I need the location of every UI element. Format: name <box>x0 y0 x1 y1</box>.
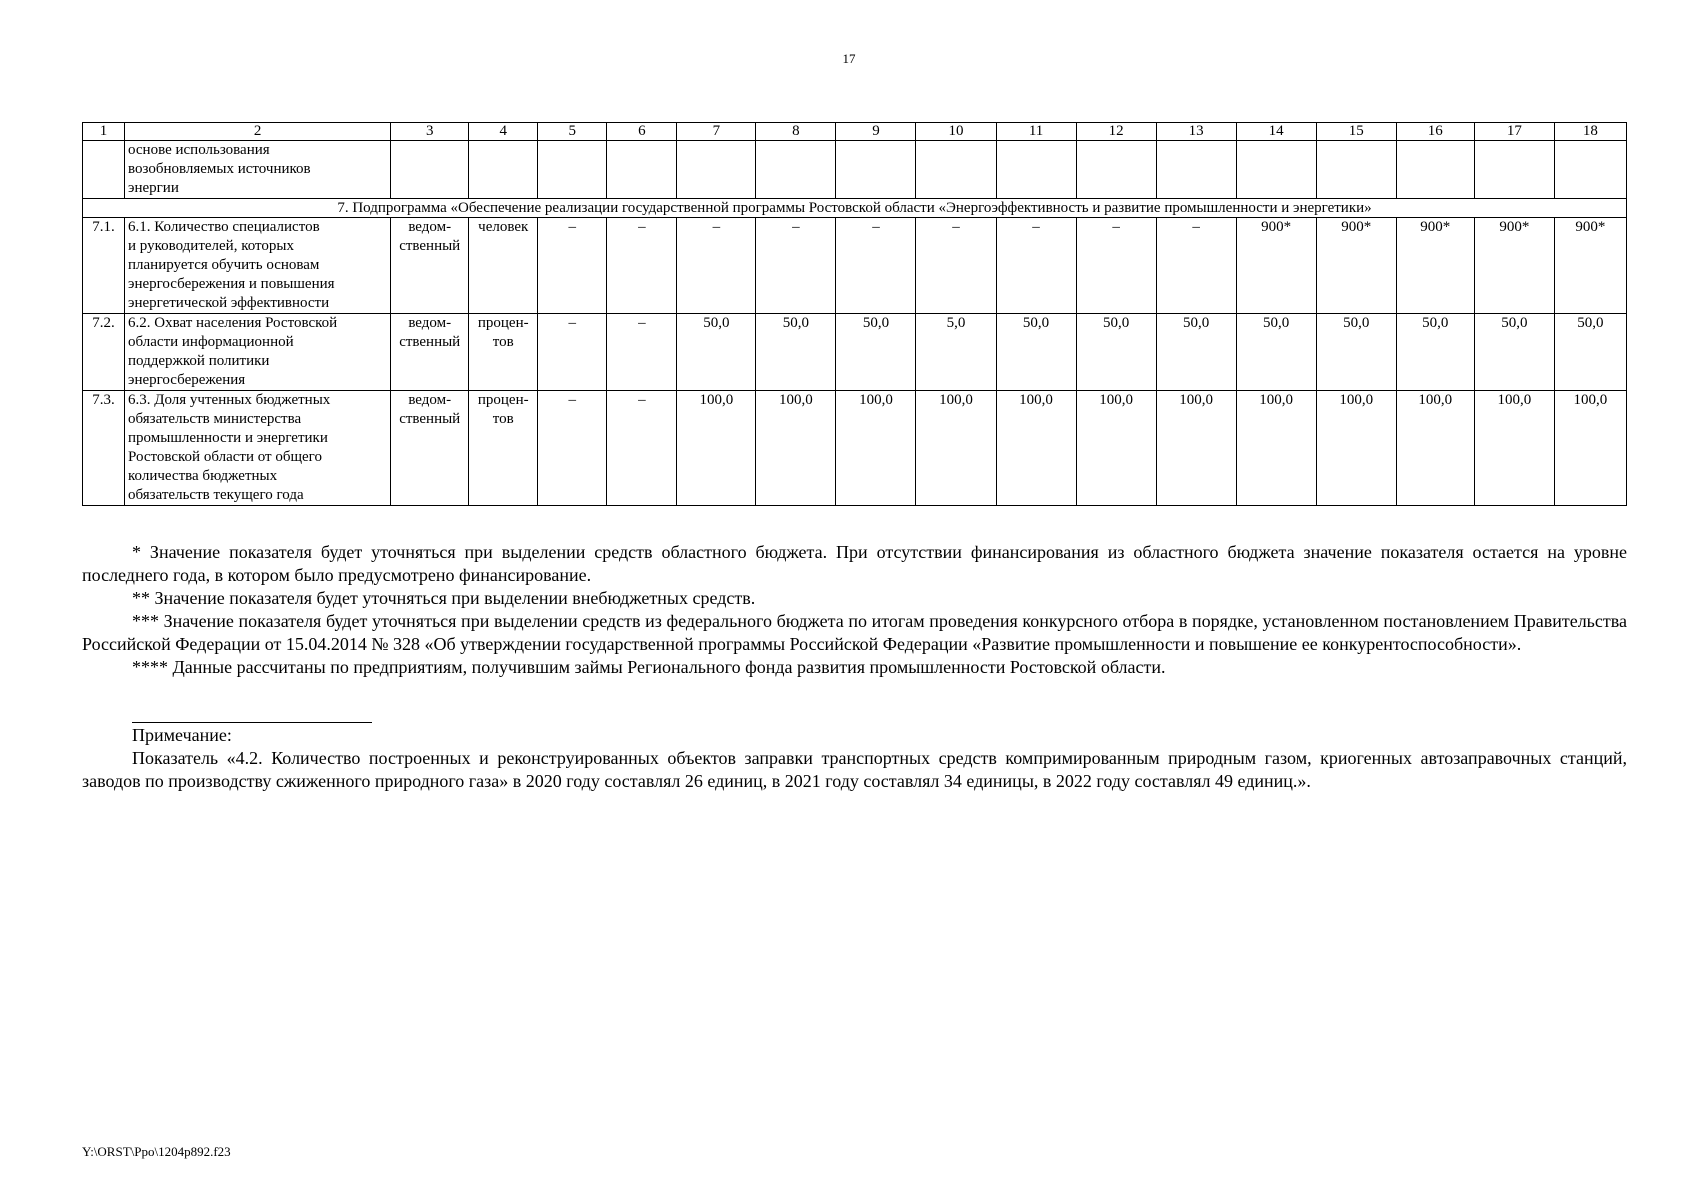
unit-line: человек <box>478 219 529 235</box>
value-cell <box>1554 141 1626 199</box>
page-number: 17 <box>842 51 856 66</box>
note-heading: Примечание: <box>132 725 232 745</box>
value-cell: 50,0 <box>836 314 916 391</box>
value-cell: 900* <box>1554 218 1626 314</box>
footnote-4: **** Данные рассчитаны по предприятиям, получившим займы Регионального фонда развития промышленности Ростовской области. <box>132 657 1166 677</box>
value-cell: – <box>916 218 996 314</box>
indicator-name-line: 6.2. Охват населения Ростовской <box>128 315 338 331</box>
indicator-type-line: ственный <box>399 334 461 350</box>
indicator-name-line: поддержкой политики <box>128 353 270 369</box>
footnotes <box>82 541 1627 679</box>
row-number <box>83 141 125 199</box>
value-cell: 50,0 <box>1076 314 1156 391</box>
unit <box>469 218 538 314</box>
column-number: 3 <box>391 123 469 141</box>
value-cell: – <box>677 218 756 314</box>
unit <box>469 391 538 506</box>
column-number: 12 <box>1076 123 1156 141</box>
indicator-name-line: промышленности и энергетики <box>128 430 328 446</box>
column-number: 9 <box>836 123 916 141</box>
column-number: 18 <box>1554 123 1626 141</box>
value-cell <box>1396 141 1474 199</box>
indicator-name-line: Ростовской области от общего <box>128 449 322 465</box>
value-cell <box>836 141 916 199</box>
section-title: 7. Подпрограмма «Обеспечение реализации государственной программы Ростовской области «Энергоэффективность и развитие промышленности и энергетики» <box>83 199 1627 218</box>
value-cell: 100,0 <box>1076 391 1156 506</box>
value-cell: – <box>538 218 607 314</box>
value-cell: 5,0 <box>916 314 996 391</box>
note-block <box>82 724 1627 793</box>
value-cell: 900* <box>1474 218 1554 314</box>
header-row <box>83 123 1627 141</box>
value-cell <box>677 141 756 199</box>
value-cell <box>756 141 836 199</box>
value-cell <box>538 141 607 199</box>
value-cell <box>1474 141 1554 199</box>
column-number: 2 <box>125 123 391 141</box>
indicator-name <box>125 141 391 199</box>
value-cell: 100,0 <box>1316 391 1396 506</box>
column-number: 8 <box>756 123 836 141</box>
column-number: 14 <box>1236 123 1316 141</box>
value-cell: – <box>538 314 607 391</box>
value-cell: – <box>996 218 1076 314</box>
table-row <box>83 218 1627 314</box>
indicator-name-line: области информационной <box>128 334 294 350</box>
column-number: 4 <box>469 123 538 141</box>
indicator-type-line: ведом- <box>408 392 452 408</box>
value-cell: 900* <box>1316 218 1396 314</box>
table-row <box>83 141 1627 199</box>
value-cell: – <box>756 218 836 314</box>
note-text: Показатель «4.2. Количество построенных и реконструированных объектов заправки транспортных средств компримированным природным газом, криогенных автозаправочных станций, заводов по производству сжиженного природного газа» в 2020 году составлял 26 единиц, в 2021 году составлял 34 единицы, в 2022 году составлял 49 единиц.». <box>82 748 1627 791</box>
value-cell: – <box>607 218 677 314</box>
column-number: 1 <box>83 123 125 141</box>
value-cell: 100,0 <box>1554 391 1626 506</box>
unit-line: процен- <box>477 315 529 331</box>
indicator-name-line: энергосбережения и повышения <box>128 276 335 292</box>
indicator-type <box>391 218 469 314</box>
indicator-name-line: возобновляемых источников <box>128 161 311 177</box>
row-number: 7.2. <box>83 314 125 391</box>
note-separator <box>132 722 372 723</box>
section-row <box>83 199 1627 218</box>
value-cell: 50,0 <box>1554 314 1626 391</box>
value-cell: 50,0 <box>756 314 836 391</box>
value-cell: 100,0 <box>1156 391 1236 506</box>
value-cell: 900* <box>1396 218 1474 314</box>
footnote-1: * Значение показателя будет уточняться при выделении средств областного бюджета. При отсутствии финансирования из областного бюджета значение показателя остается на уровне последнего года, в котором было предусмотрено финансирование. <box>82 542 1627 585</box>
value-cell <box>607 141 677 199</box>
value-cell <box>469 141 538 199</box>
indicator-name-line: основе использования <box>128 142 270 158</box>
indicator-name-line: 6.3. Доля учтенных бюджетных <box>128 392 331 408</box>
row-number: 7.1. <box>83 218 125 314</box>
table-row <box>83 314 1627 391</box>
value-cell: 50,0 <box>1316 314 1396 391</box>
table-row <box>83 391 1627 506</box>
indicator-type <box>391 391 469 506</box>
value-cell <box>1316 141 1396 199</box>
value-cell: 100,0 <box>756 391 836 506</box>
value-cell: – <box>1076 218 1156 314</box>
column-number: 17 <box>1474 123 1554 141</box>
file-path: Y:\ORST\Ppo\1204p892.f23 <box>82 1144 231 1159</box>
indicator-type-line: ведом- <box>408 315 452 331</box>
footnote-2: ** Значение показателя будет уточняться при выделении внебюджетных средств. <box>132 588 756 608</box>
indicator-name-line: планируется обучить основам <box>128 257 320 273</box>
value-cell: – <box>607 391 677 506</box>
value-cell: 100,0 <box>836 391 916 506</box>
value-cell: 50,0 <box>1396 314 1474 391</box>
indicators-table <box>82 122 1627 506</box>
value-cell <box>1236 141 1316 199</box>
indicator-name-line: обязательств текущего года <box>128 487 304 503</box>
value-cell: 50,0 <box>1156 314 1236 391</box>
value-cell: 50,0 <box>1236 314 1316 391</box>
value-cell: 100,0 <box>916 391 996 506</box>
value-cell: 100,0 <box>996 391 1076 506</box>
footnote-3: *** Значение показателя будет уточняться при выделении средств из федерального бюджета по итогам проведения конкурсного отбора в порядке, установленном постановлением Правительства Российской Федерации от 15.04.2014 № 328 «Об утверждении государственной программы Российской Федерации «Развитие промышленности и повышение ее конкурентоспособности». <box>82 611 1627 654</box>
value-cell: 100,0 <box>677 391 756 506</box>
indicator-name <box>125 218 391 314</box>
value-cell <box>916 141 996 199</box>
unit-line: процен- <box>477 392 529 408</box>
value-cell: 100,0 <box>1474 391 1554 506</box>
column-number: 15 <box>1316 123 1396 141</box>
value-cell: – <box>607 314 677 391</box>
indicator-type <box>391 314 469 391</box>
column-number: 13 <box>1156 123 1236 141</box>
value-cell: 50,0 <box>1474 314 1554 391</box>
indicator-name-line: энергии <box>128 180 179 196</box>
indicator-type-line: ственный <box>399 411 461 427</box>
table-body <box>83 123 1627 506</box>
indicator-type-line: ведом- <box>408 219 452 235</box>
value-cell: 900* <box>1236 218 1316 314</box>
value-cell: – <box>836 218 916 314</box>
column-number: 5 <box>538 123 607 141</box>
unit-line: тов <box>492 334 514 350</box>
column-number: 6 <box>607 123 677 141</box>
indicator-type-line: ственный <box>399 238 461 254</box>
indicator-name-line: количества бюджетных <box>128 468 278 484</box>
value-cell <box>1156 141 1236 199</box>
value-cell: 100,0 <box>1236 391 1316 506</box>
value-cell <box>1076 141 1156 199</box>
value-cell: – <box>538 391 607 506</box>
value-cell: – <box>1156 218 1236 314</box>
value-cell <box>391 141 469 199</box>
column-number: 10 <box>916 123 996 141</box>
row-number: 7.3. <box>83 391 125 506</box>
indicator-name <box>125 314 391 391</box>
indicator-name-line: и руководителей, которых <box>128 238 294 254</box>
indicator-name-line: обязательств министерства <box>128 411 302 427</box>
indicator-name-line: энергосбережения <box>128 372 246 388</box>
column-number: 7 <box>677 123 756 141</box>
indicator-name-line: энергетической эффективности <box>128 295 330 311</box>
value-cell <box>996 141 1076 199</box>
indicator-name-line: 6.1. Количество специалистов <box>128 219 320 235</box>
column-number: 16 <box>1396 123 1474 141</box>
value-cell: 50,0 <box>677 314 756 391</box>
column-number: 11 <box>996 123 1076 141</box>
value-cell: 100,0 <box>1396 391 1474 506</box>
value-cell: 50,0 <box>996 314 1076 391</box>
unit-line: тов <box>492 411 514 427</box>
indicator-name <box>125 391 391 506</box>
unit <box>469 314 538 391</box>
